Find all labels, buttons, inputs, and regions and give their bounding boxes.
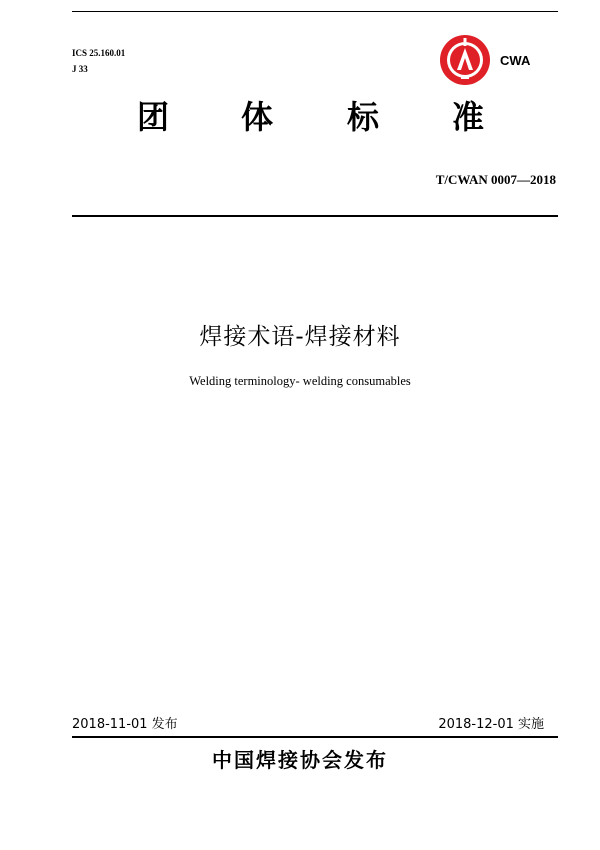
logo-text: CWA [500,53,531,68]
ccs-code: J 33 [72,64,88,74]
header-rule [72,215,558,217]
standard-type-char: 团 [137,98,170,136]
publisher: 中国焊接协会发布 [212,748,388,772]
classification-codes [72,45,125,77]
cwa-emblem-icon [437,32,497,88]
standard-type-heading [0,97,600,137]
title-chinese: 焊接术语-焊接材料 [199,324,401,350]
implement-date: 2018-12-01 实施 [438,717,544,732]
standard-type-char: 准 [452,98,485,136]
footer-rule [72,736,558,738]
top-rule [72,11,558,12]
title-english: Welding terminology- welding consumables [189,374,411,388]
publish-date: 2018-11-01 发布 [72,717,178,732]
ics-code: ICS 25.160.01 [72,48,126,58]
standard-type-char: 标 [347,98,380,136]
standard-type-char: 体 [241,98,274,136]
cwa-logo [437,32,547,88]
standard-number: T/CWAN 0007—2018 [435,172,556,187]
